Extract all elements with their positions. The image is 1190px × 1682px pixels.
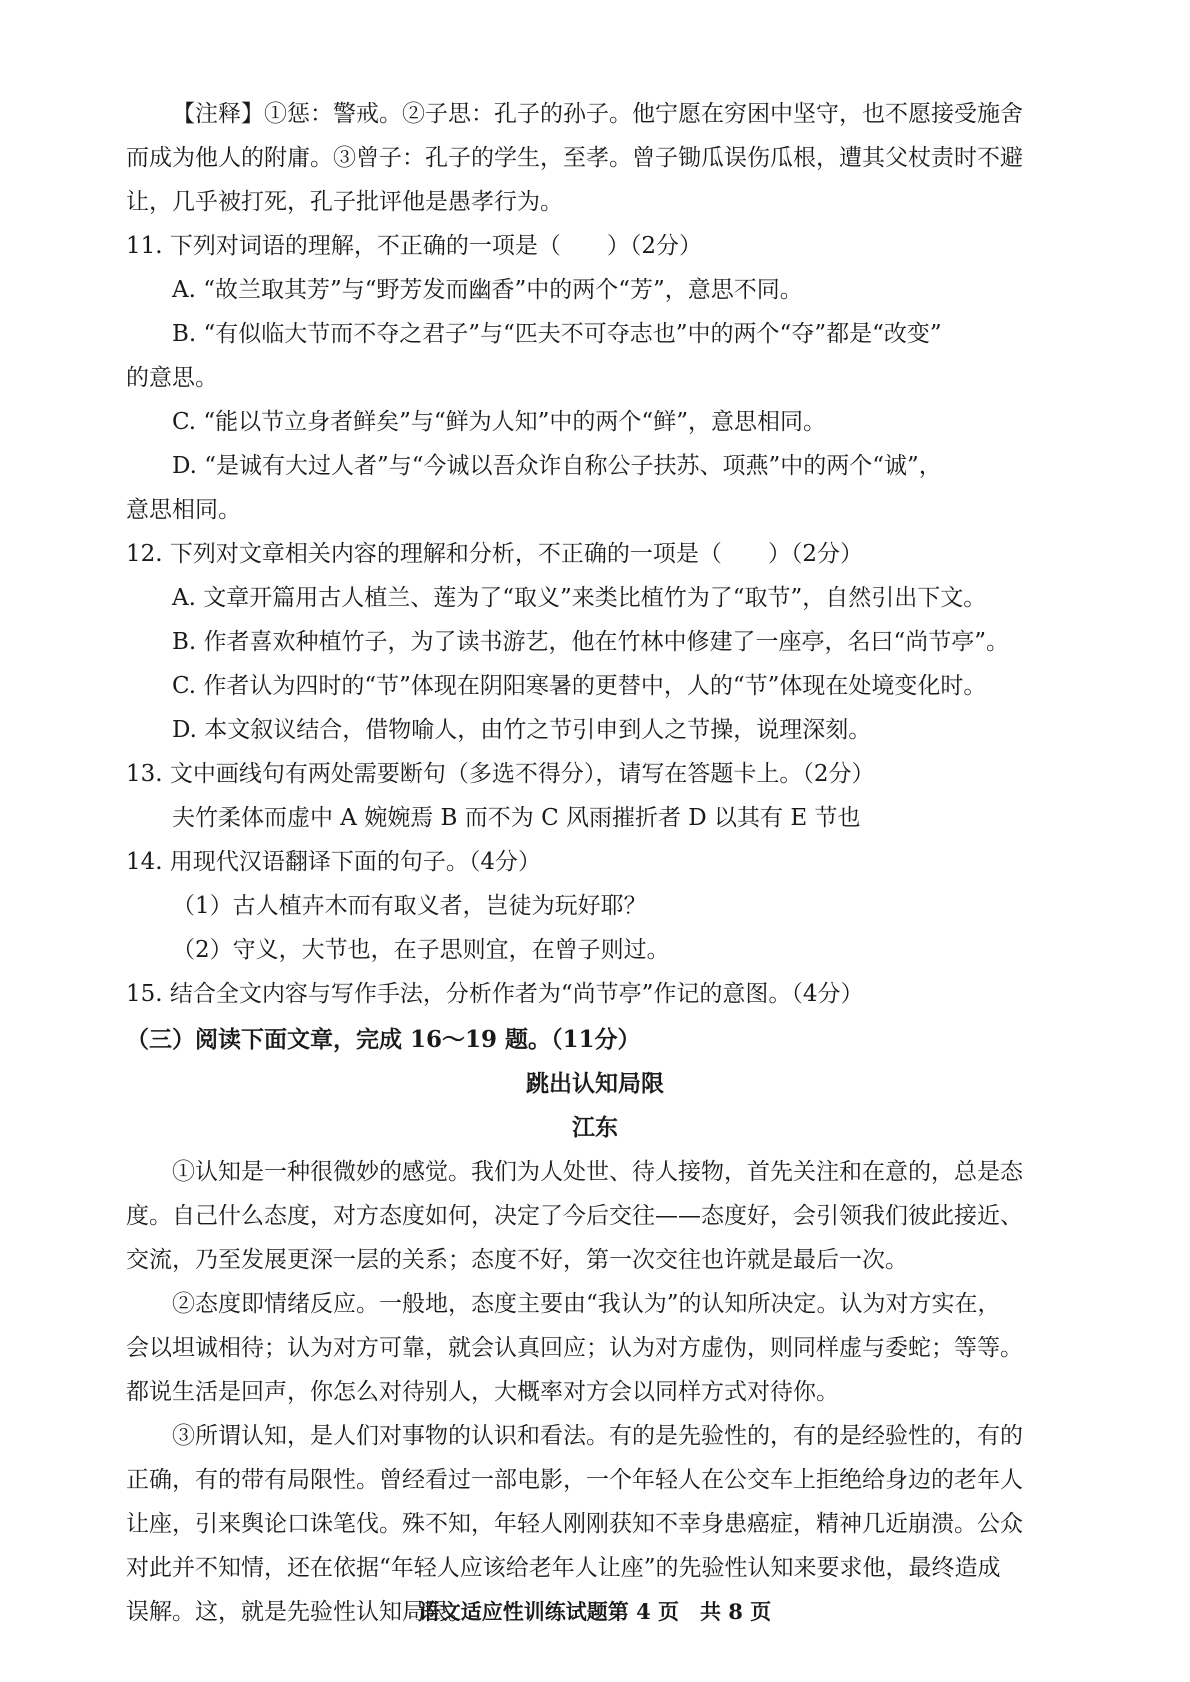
question-11	[126, 224, 1064, 532]
notes-line-3: 让，几乎被打死，孔子批评他是愚孝行为。	[126, 189, 563, 215]
question-11-option-d: D. “是诚有大过人者”与“今诚以吾众诈自称公子扶苏、项燕”中的两个“诚”，	[172, 453, 942, 479]
paragraph-3-line-3: 让座，引来舆论口诛笔伐。殊不知，年轻人刚刚获知不幸身患癌症，精神几近崩溃。公众	[126, 1511, 1023, 1537]
question-12-option-c: C. 作者认为四时的“节”体现在阴阳寒暑的更替中，人的“节”体现在处境变化时。	[172, 673, 987, 699]
paragraph-3-line-2: 正确，有的带有局限性。曾经看过一部电影，一个年轻人在公交车上拒绝给身边的老年人	[126, 1467, 1023, 1493]
question-15	[126, 972, 1064, 1016]
question-11-option-c: C. “能以节立身者鲜矣”与“鲜为人知”中的两个“鲜”，意思相同。	[172, 409, 826, 435]
question-14-stem: 14. 用现代汉语翻译下面的句子。（4分）	[126, 849, 542, 875]
article-author: 江东	[572, 1114, 618, 1141]
section-3	[126, 1018, 1064, 1150]
paragraph-3-line-5: 误解。这，就是先验性认知局限。	[126, 1599, 471, 1625]
question-14	[126, 840, 1064, 972]
question-11-option-b-cont: 的意思。	[126, 365, 218, 391]
paragraph-2-line-2: 会以坦诚相待；认为对方可靠，就会认真回应；认为对方虚伪，则同样虚与委蛇；等等。	[126, 1335, 1023, 1361]
question-13	[126, 752, 1064, 840]
paragraph-2-line-3: 都说生活是回声，你怎么对待别人，大概率对方会以同样方式对待你。	[126, 1379, 839, 1405]
notes-line-2: 而成为他人的附庸。③曾子：孔子的学生，至孝。曾子锄瓜误伤瓜根，遭其父杖责时不避	[126, 145, 1023, 171]
notes-line-1: 【注释】①惩：警戒。②子思：孔子的孙子。他宁愿在穷困中坚守，也不愿接受施舍	[172, 101, 1023, 127]
question-11-option-d-cont: 意思相同。	[126, 497, 241, 523]
paragraph-1-line-3: 交流，乃至发展更深一层的关系；态度不好，第一次交往也许就是最后一次。	[126, 1247, 908, 1273]
question-13-stem: 13. 文中画线句有两处需要断句（多选不得分），请写在答题卡上。（2分）	[126, 761, 875, 787]
annotation-notes	[126, 92, 1064, 224]
question-12-option-b: B. 作者喜欢种植竹子，为了读书游艺，他在竹林中修建了一座亭，名曰“尚节亭”。	[172, 629, 1010, 655]
section-3-heading: （三）阅读下面文章，完成 16～19 题。（11分）	[126, 1026, 641, 1053]
question-12-stem: 12. 下列对文章相关内容的理解和分析，不正确的一项是（ ）（2分）	[126, 541, 864, 567]
question-12-option-d: D. 本文叙议结合，借物喻人，由竹之节引申到人之节操，说理深刻。	[172, 717, 872, 743]
paragraph-1-line-2: 度。自己什么态度，对方态度如何，决定了今后交往——态度好，会引领我们彼此接近、	[126, 1203, 1023, 1229]
question-12	[126, 532, 1064, 752]
question-11-stem: 11. 下列对词语的理解，不正确的一项是（ ）（2分）	[126, 233, 703, 259]
paragraph-2-line-1: ②态度即情绪反应。一般地，态度主要由“我认为”的认知所决定。认为对方实在，	[172, 1291, 1001, 1317]
question-12-option-a: A. 文章开篇用古人植兰、莲为了“取义”来类比植竹为了“取节”，自然引出下文。	[172, 585, 987, 611]
paragraph-3-line-4: 对此并不知情，还在依据“年轻人应该给老年人让座”的先验性认知来要求他，最终造成	[126, 1555, 1001, 1581]
question-14-sentence-2: （2）守义，大节也，在子思则宜，在曾子则过。	[172, 937, 670, 963]
paragraph-1-line-1: ①认知是一种很微妙的感觉。我们为人处世、待人接物，首先关注和在意的，总是态	[172, 1159, 1023, 1185]
article-body	[126, 1150, 1064, 1634]
question-13-sentence: 夫竹柔体而虚中 A 婉婉焉 B 而不为 C 风雨摧折者 D 以其有 E 节也	[172, 805, 861, 831]
paragraph-3-line-1: ③所谓认知，是人们对事物的认识和看法。有的是先验性的，有的是经验性的，有的	[172, 1423, 1023, 1449]
question-15-stem: 15. 结合全文内容与写作手法，分析作者为“尚节亭”作记的意图。（4分）	[126, 981, 864, 1007]
question-14-sentence-1: （1）古人植卉木而有取义者，岂徒为玩好耶？	[172, 893, 647, 919]
question-11-option-b: B. “有似临大节而不夺之君子”与“匹夫不可夺志也”中的两个“夺”都是“改变”	[172, 321, 942, 347]
page-footer: 语文适应性训练试题第 4 页 共 8 页	[418, 1599, 772, 1624]
article-title: 跳出认知局限	[526, 1070, 664, 1097]
question-11-option-a: A. “故兰取其芳”与“野芳发而幽香”中的两个“芳”，意思不同。	[172, 277, 803, 303]
